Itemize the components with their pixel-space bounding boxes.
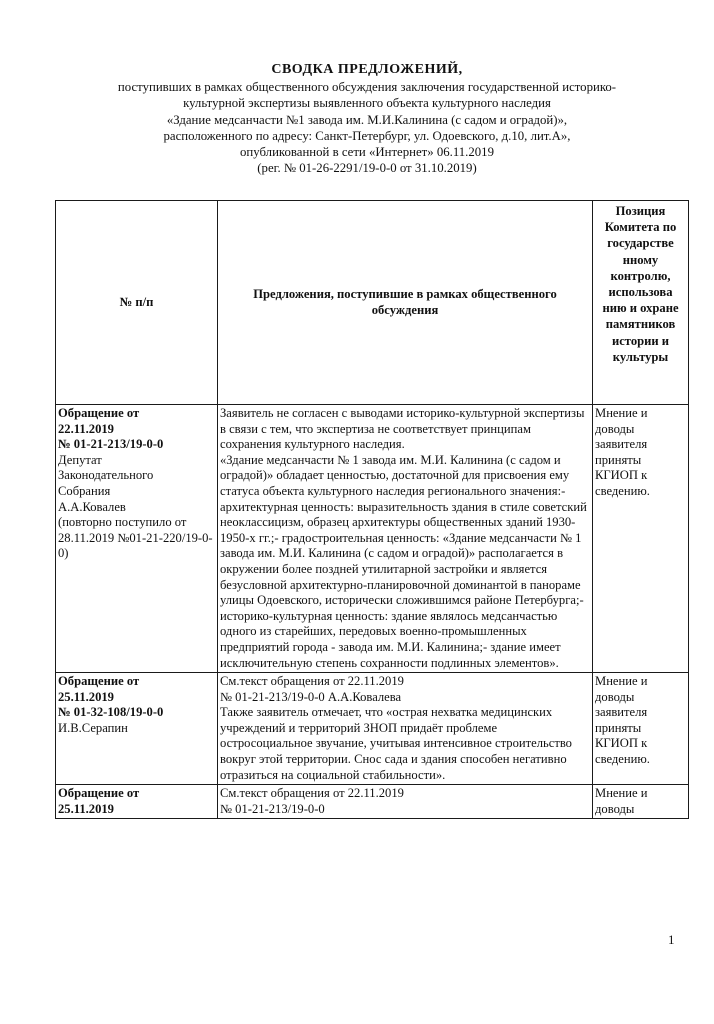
subtitle-line: (рег. № 01-26-2291/19-0-0 от 31.10.2019) <box>257 161 477 176</box>
committee-decision: Мнение и доводы <box>593 785 689 819</box>
table-header-row <box>56 201 689 405</box>
document-heading <box>60 62 674 176</box>
appeal-date: 25.11.2019 <box>58 801 114 816</box>
subtitle-line: опубликованной в сети «Интернет» 06.11.2019 <box>240 145 494 160</box>
table-row <box>56 673 689 785</box>
committee-decision: Мнение и доводы заявителя приняты КГИОП к сведению. <box>593 673 689 785</box>
header-committee-position: Позиция Комитета по государстве нному контролю, использова нию и охране памятников истории и культуры <box>593 201 689 405</box>
appeal-author-line: Собрания <box>58 483 111 498</box>
appeal-note: (повторно поступило от 28.11.2019 №01-21-220/19-0-0) <box>58 515 213 561</box>
table-row <box>56 785 689 819</box>
appeal-info-cell <box>56 405 218 673</box>
header-number: № п/п <box>56 201 218 405</box>
subtitle-line: «Здание медсанчасти №1 завода им. М.И.Калинина (с садом и оградой)», <box>166 112 568 127</box>
proposals-table <box>55 200 689 819</box>
appeal-number: № 01-21-213/19-0-0 <box>58 437 164 452</box>
subtitle-line: поступивших в рамках общественного обсуждения заключения государственной историко- <box>117 80 617 95</box>
header-proposals: Предложения, поступившие в рамках общественного обсуждения <box>218 201 593 405</box>
page-number: 1 <box>668 932 675 947</box>
appeal-author-line: А.А.Ковалев <box>58 499 126 514</box>
subtitle-line: культурной экспертизы выявленного объекта культурного наследия <box>183 96 551 111</box>
proposal-text: Заявитель не согласен с выводами историко-культурной экспертизы в связи с тем, что экспертиза не соответствует принципам сохранения культурного наследия. «Здание медсанчасти № 1 завода им. М.И. Калинина (с садом и оградой)» обладает ценностью, достаточной для присвоения ему статуса объекта культурного наследия регионального значения:- архитектурная ценность: выразительность здания в стиле советский неоклассицизм, образец архитектуры общественных зданий 1930-1950-х гг.;- градостроительная ценность: «Здание медсанчасти № 1 завода им. М.И. Калинина (с садом и оградой)» располагается в окружении более поздней утилитарной застройки и является безусловной архитектурно-планировочной доминантой в панораме улицы Одоевского, исторически сложившимся районе Петербурга;- историко-культурная ценность: здание являлось медсанчастью одного из старейших, передовых военно-промышленных предприятий города - завода им. М.И. Калинина;- здание имеет исключительную степень сохранности подлинных элементов». <box>218 405 593 673</box>
appeal-info-cell <box>56 673 218 785</box>
appeal-date: 22.11.2019 <box>58 421 114 436</box>
proposal-text: См.текст обращения от 22.11.2019 № 01-21-213/19-0-0 А.А.Ковалева Также заявитель отмечает, что «острая нехватка медицинских учреждений и территорий ЗНОП придаёт проблеме остросоциальное звучание, учитывая интенсивное строительство вокруг этой территории. Снос сада и здания способен негативно отразиться на социальной стабильности». <box>218 673 593 785</box>
committee-decision: Мнение и доводы заявителя приняты КГИОП к сведению. <box>593 405 689 673</box>
appeal-number: № 01-32-108/19-0-0 <box>58 705 164 720</box>
appeal-label: Обращение от <box>58 786 140 801</box>
appeal-info-cell <box>56 785 218 819</box>
appeal-author-line: Депутат <box>58 452 102 467</box>
appeal-author-line: Законодательного <box>58 468 154 483</box>
document-title: СВОДКА ПРЕДЛОЖЕНИЙ, <box>271 62 463 77</box>
table-row <box>56 405 689 673</box>
subtitle-line: расположенного по адресу: Санкт-Петербург, ул. Одоевского, д.10, лит.А», <box>163 128 571 143</box>
appeal-author-line: И.В.Серапин <box>58 720 128 735</box>
appeal-label: Обращение от <box>58 674 140 689</box>
appeal-date: 25.11.2019 <box>58 689 114 704</box>
proposal-text: См.текст обращения от 22.11.2019 № 01-21-213/19-0-0 <box>218 785 593 819</box>
appeal-label: Обращение от <box>58 406 140 420</box>
